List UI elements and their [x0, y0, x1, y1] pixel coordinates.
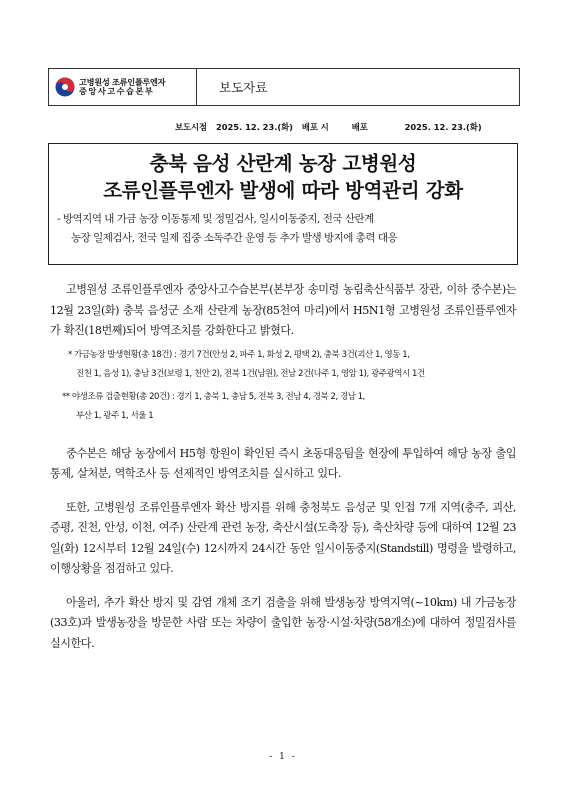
logo: [49, 69, 197, 105]
release-info: [175, 121, 535, 133]
release-date-value: 2025. 12. 23.(화): [215, 122, 293, 132]
title-box: [48, 143, 518, 265]
note-farm-line-2: 진천 1, 음성 1), 충남 3건(보령 1, 천안 2), 전북 1건(남원), 전남 2건(나주 1, 영암 1), 광주광역시 1건: [76, 368, 425, 379]
release-date-label: 보도시점: [175, 122, 208, 132]
paragraph-3: 또한, 고병원성 조류인플루엔자 확산 방지를 위해 충청북도 음성군 및 인접 7개 지역(충주, 괴산, 증평, 진천, 안성, 이천, 여주) 산란계 관련 농장, 축산시설(도축장 등), 축산차량 등에 대하여 12월 23일(화) 12시부터 12월 24일(수) 12시까지 24시간 동안 일시이동중지(Standstill) 명령을 발령하고, 이행상황을 점검하고 있다.: [50, 500, 516, 575]
note-farm-outbreaks: [50, 346, 516, 384]
logo-subtitle: 중앙사고수습본부: [79, 86, 155, 96]
logo-title: 고병원성 조류인플루엔자: [79, 76, 166, 87]
subheadline: [57, 210, 511, 248]
paragraph-4: 아울러, 추가 확산 방지 및 감염 개체 조기 검출을 위해 발생농장 방역지역(~10km) 내 가금농장(33호)과 발생농장을 방문한 사람 또는 차량이 출입한 농장·시설·차량(58개소)에 대하여 정밀검사를 실시한다.: [50, 595, 516, 650]
article-body: [50, 280, 516, 654]
header-box: [48, 68, 520, 106]
note-farm-line-1: * 가금농장 발생현황(총 18건) : 경기 7건(안성 2, 파주 1, 화성 2, 평택 2), 충북 3건(괴산 1, 영동 1,: [68, 349, 410, 360]
taegeuk-emblem-icon: [55, 77, 75, 97]
distribution-label-2: 배포: [351, 122, 368, 132]
note-wild-line-1: ** 야생조류 검출현황(총 20건) : 경기 1, 충북 1, 충남 5, 전북 3, 전남 4, 경북 2, 경남 1,: [62, 391, 365, 402]
distribution-label: 배포 시: [301, 122, 329, 132]
headline: [49, 150, 517, 204]
headline-line-1: 충북 음성 산란계 농장 고병원성: [149, 152, 417, 175]
paragraph-2: 중수본은 해당 농장에서 H5형 항원이 확인된 즉시 초동대응팀을 현장에 투입하여 해당 농장 출입 통제, 살처분, 역학조사 등 선제적인 방역조치를 실시하고 있다.: [50, 446, 516, 480]
page-number: - 1 -: [269, 752, 297, 762]
distribution-date-value: 2025. 12. 23.(화): [404, 122, 482, 132]
subheadline-line-1: - 방역지역 내 가금 농장 이동통제 및 정밀검사, 일시이동중지, 전국 산란계: [57, 213, 374, 225]
subheadline-line-2: 농장 일제검사, 전국 일제 집중 소독주간 운영 등 추가 발생 방지에 총력 대응: [71, 232, 398, 244]
paragraph-1: 고병원성 조류인플루엔자 중앙사고수습본부(본부장 송미령 농림축산식품부 장관, 이하 중수본)는 12월 23일(화) 충북 음성군 소재 산란계 농장(85천여 마리)에서 H5N1형 고병원성 조류인플루엔자가 확진(18번째)되어 방역조치를 강화한다고 밝혔다.: [50, 283, 516, 337]
note-wild-birds: [50, 388, 516, 426]
document-type: 보도자료: [219, 80, 268, 95]
headline-line-2: 조류인플루엔자 발생에 따라 방역관리 강화: [103, 179, 463, 202]
note-wild-line-2: 부산 1, 광주 1, 서울 1: [76, 410, 154, 421]
